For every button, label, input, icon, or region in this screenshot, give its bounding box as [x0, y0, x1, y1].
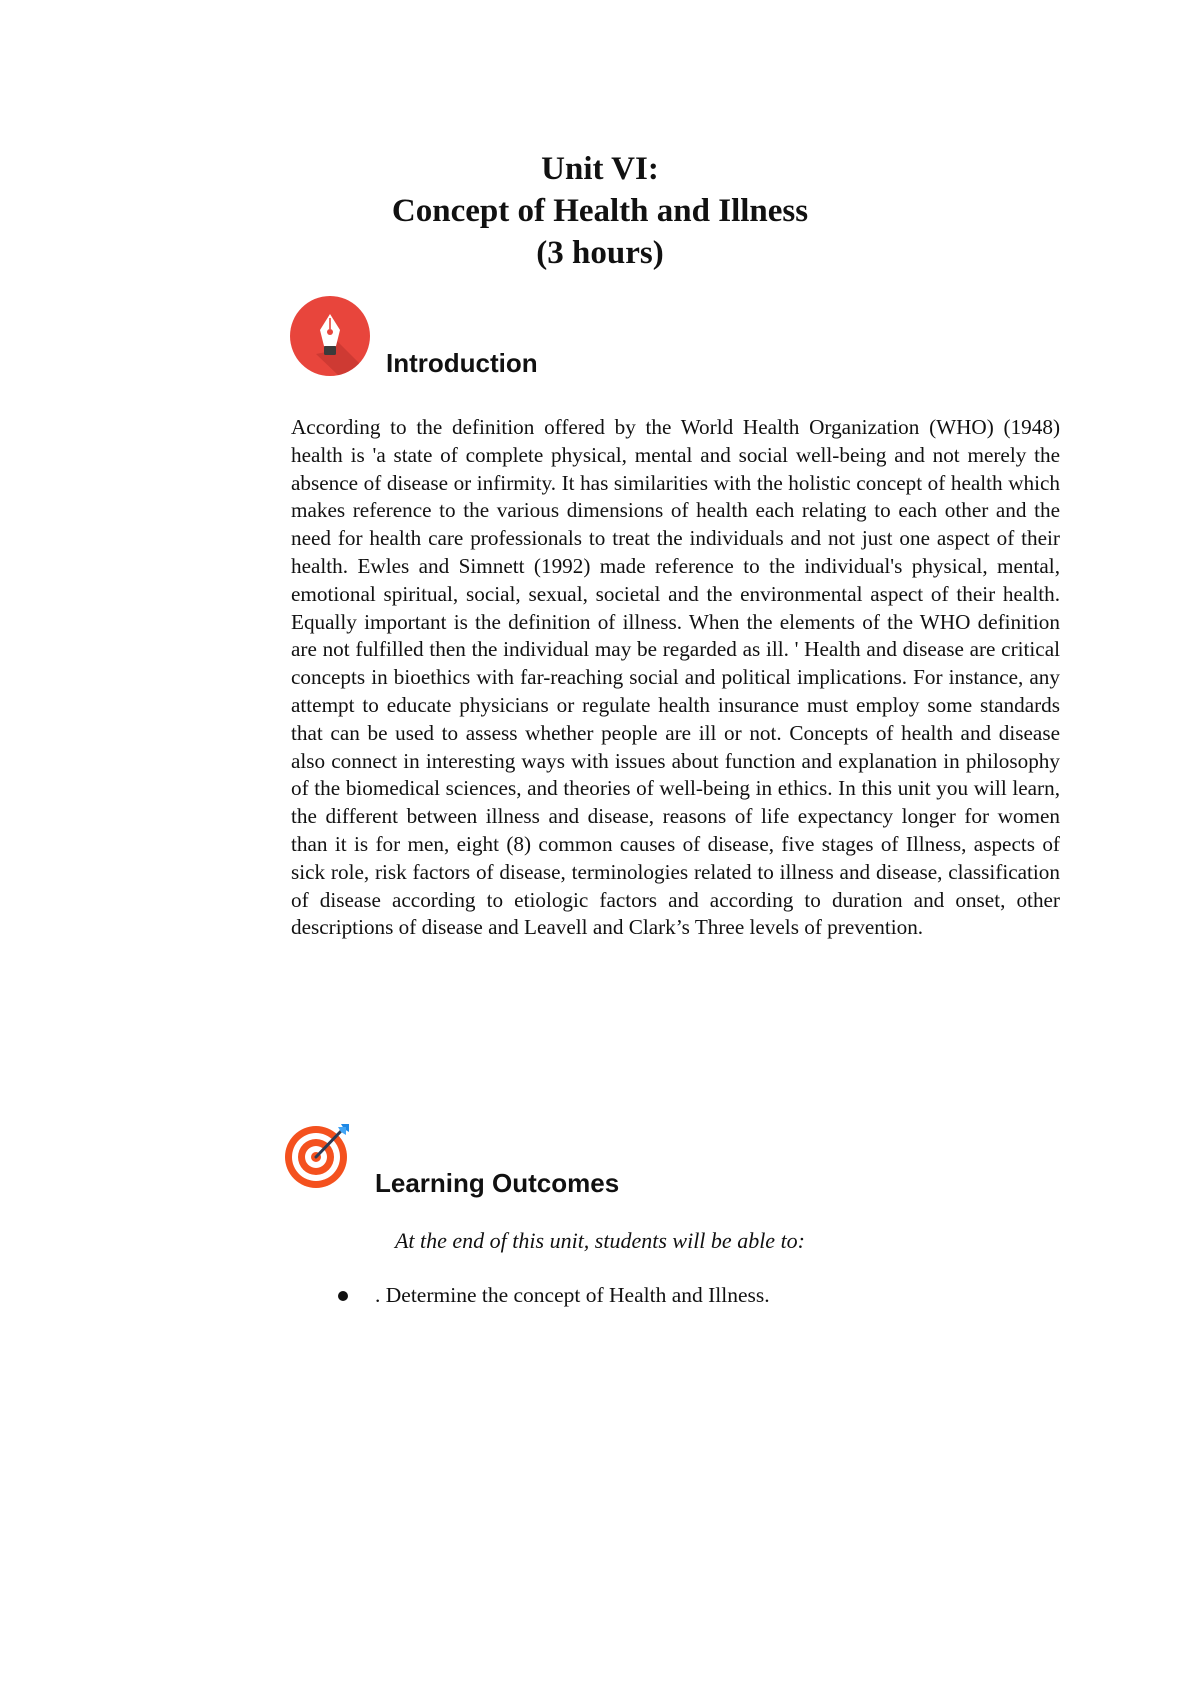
- unit-title: [0, 148, 1200, 274]
- unit-title-line-1: Unit VI:: [541, 151, 659, 187]
- learning-outcome-text: . Determine the concept of Health and Illness.: [375, 1283, 770, 1307]
- learning-outcomes-list: [338, 1283, 770, 1308]
- introduction-heading: Introduction: [386, 348, 538, 378]
- introduction-body: According to the definition offered by the World Health Organization (WHO) (1948) health is 'a state of complete physical, mental and social well-being and not merely the absence of disease or infirmity. It has similarities with the holistic concept of health which makes reference to the various dimensions of health each relating to each other and the need for health care professionals to treat the individuals and not just one aspect of their health. Ewles and Simnett (1992) made reference to the individual's physical, mental, emotional spiritual, social, sexual, societal and the environmental aspect of their health. Equally important is the definition of illness. When the elements of the WHO definition are not fulfilled then the individual may be regarded as ill. ' Health and disease are critical concepts in bioethics with far-reaching social and political implications. For instance, any attempt to educate physicians or regulate health insurance must employ some standards that can be used to assess whether people are ill or not. Concepts of health and disease also connect in interesting ways with issues about function and explanation in philosophy of the biomedical sciences, and theories of well-being in ethics. In this unit you will learn, the different between illness and disease, reasons of life expectancy longer for women than it is for men, eight (8) common causes of disease, five stages of Illness, aspects of sick role, risk factors of disease, terminologies related to illness and disease, classification of disease according to etiologic factors and according to duration and onset, other descriptions of disease and Leavell and Clark’s Three levels of prevention.: [291, 415, 1060, 940]
- bullet-icon: [338, 1291, 348, 1301]
- fountain-pen-nib-icon: [290, 296, 370, 376]
- learning-outcome-item: [338, 1283, 770, 1308]
- target-with-arrow-icon: [283, 1120, 353, 1190]
- learning-outcomes-lead: At the end of this unit, students will be able to:: [394, 1228, 806, 1253]
- unit-title-line-3: (3 hours): [536, 235, 664, 271]
- learning-outcomes-heading: Learning Outcomes: [375, 1168, 620, 1198]
- unit-title-line-2: Concept of Health and Illness: [391, 193, 809, 229]
